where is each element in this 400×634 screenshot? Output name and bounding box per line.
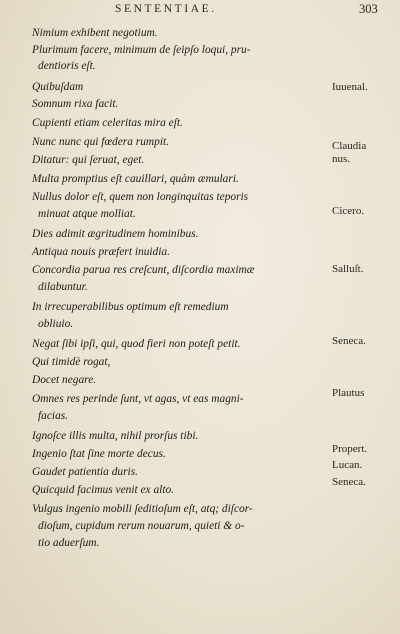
sententia-line: dioſum, cupidum rerum nouarum, quieti & o- (38, 520, 245, 532)
sententia-line: Omnes res perinde ſunt, vt agas, vt eas magni- (32, 393, 244, 405)
sententia-line: Ignoſce illis multa, nihil prorſus tibi. (32, 430, 199, 442)
marginal-author: Claudia (332, 140, 367, 152)
marginal-author: nus. (332, 153, 351, 165)
sententia-line: Plurimum facere, minimum de ſeipſo loqui, pru- (32, 44, 251, 56)
sententia-line: Vulgus ingenio mobili ſeditioſum eſt, atq; diſcor- (32, 503, 253, 515)
sententia-line: Ditatur: qui ſeruat, eget. (32, 154, 145, 166)
marginal-author: Seneca. (332, 476, 366, 488)
marginal-author: Seneca. (332, 335, 366, 347)
marginal-author: Plautus (332, 387, 365, 399)
sententia-line: Somnum rixa facit. (32, 98, 119, 110)
sententia-line: Nimium exhibent negotium. (32, 27, 158, 39)
sententia-line: Antiqua nouis præfert inuidia. (32, 246, 170, 258)
sententia-line: dilabuntur. (38, 281, 88, 293)
sententia-line: Ingenio ſtat ſine morte decus. (32, 448, 166, 460)
sententia-line: Negat ſibi ipſi, qui, quod fieri non poteſt petit. (32, 338, 241, 350)
marginal-author: Salluſt. (332, 263, 364, 275)
sententia-line: facias. (38, 410, 69, 422)
marginal-author: Cicero. (332, 205, 365, 217)
sententia-line: In irrecuperabilibus optimum eſt remedium (32, 301, 229, 313)
sententia-line: dentioris eſt. (38, 60, 96, 72)
sententia-line: tio aduerſum. (38, 537, 100, 549)
sententia-line: Gaudet patientia duris. (32, 466, 138, 478)
marginal-author: Propert. (332, 443, 368, 455)
marginal-author: Iuuenal. (332, 81, 368, 93)
sententia-line: Nunc nunc qui fœdera rumpit. (32, 136, 169, 148)
sententia-line: minuat atque molliat. (38, 208, 136, 220)
sententia-line: Dies adimit ægritudinem hominibus. (32, 228, 199, 240)
sententia-line: Quibuſdam (32, 81, 84, 93)
sententia-line: Concordia parua res creſcunt, diſcordia maximæ (32, 264, 255, 276)
sententia-line: Quicquid facimus venit ex alto. (32, 484, 175, 496)
sententia-line: Nullus dolor eſt, quem non longinquitas teporis (32, 191, 249, 203)
sententia-line: Multa promptius eſt cauillari, quàm æmulari. (32, 173, 239, 185)
page-number: 303 (359, 2, 378, 16)
sententia-line: obliuio. (38, 318, 74, 330)
running-head-title: SENTENTIAE. (115, 3, 217, 15)
sententia-line: Cupienti etiam celeritas mira eſt. (32, 117, 183, 129)
sententia-line: Qui timidè rogat, (32, 356, 111, 368)
running-head (0, 3, 400, 17)
sententia-line: Docet negare. (32, 374, 97, 386)
marginal-author: Lucan. (332, 459, 363, 471)
